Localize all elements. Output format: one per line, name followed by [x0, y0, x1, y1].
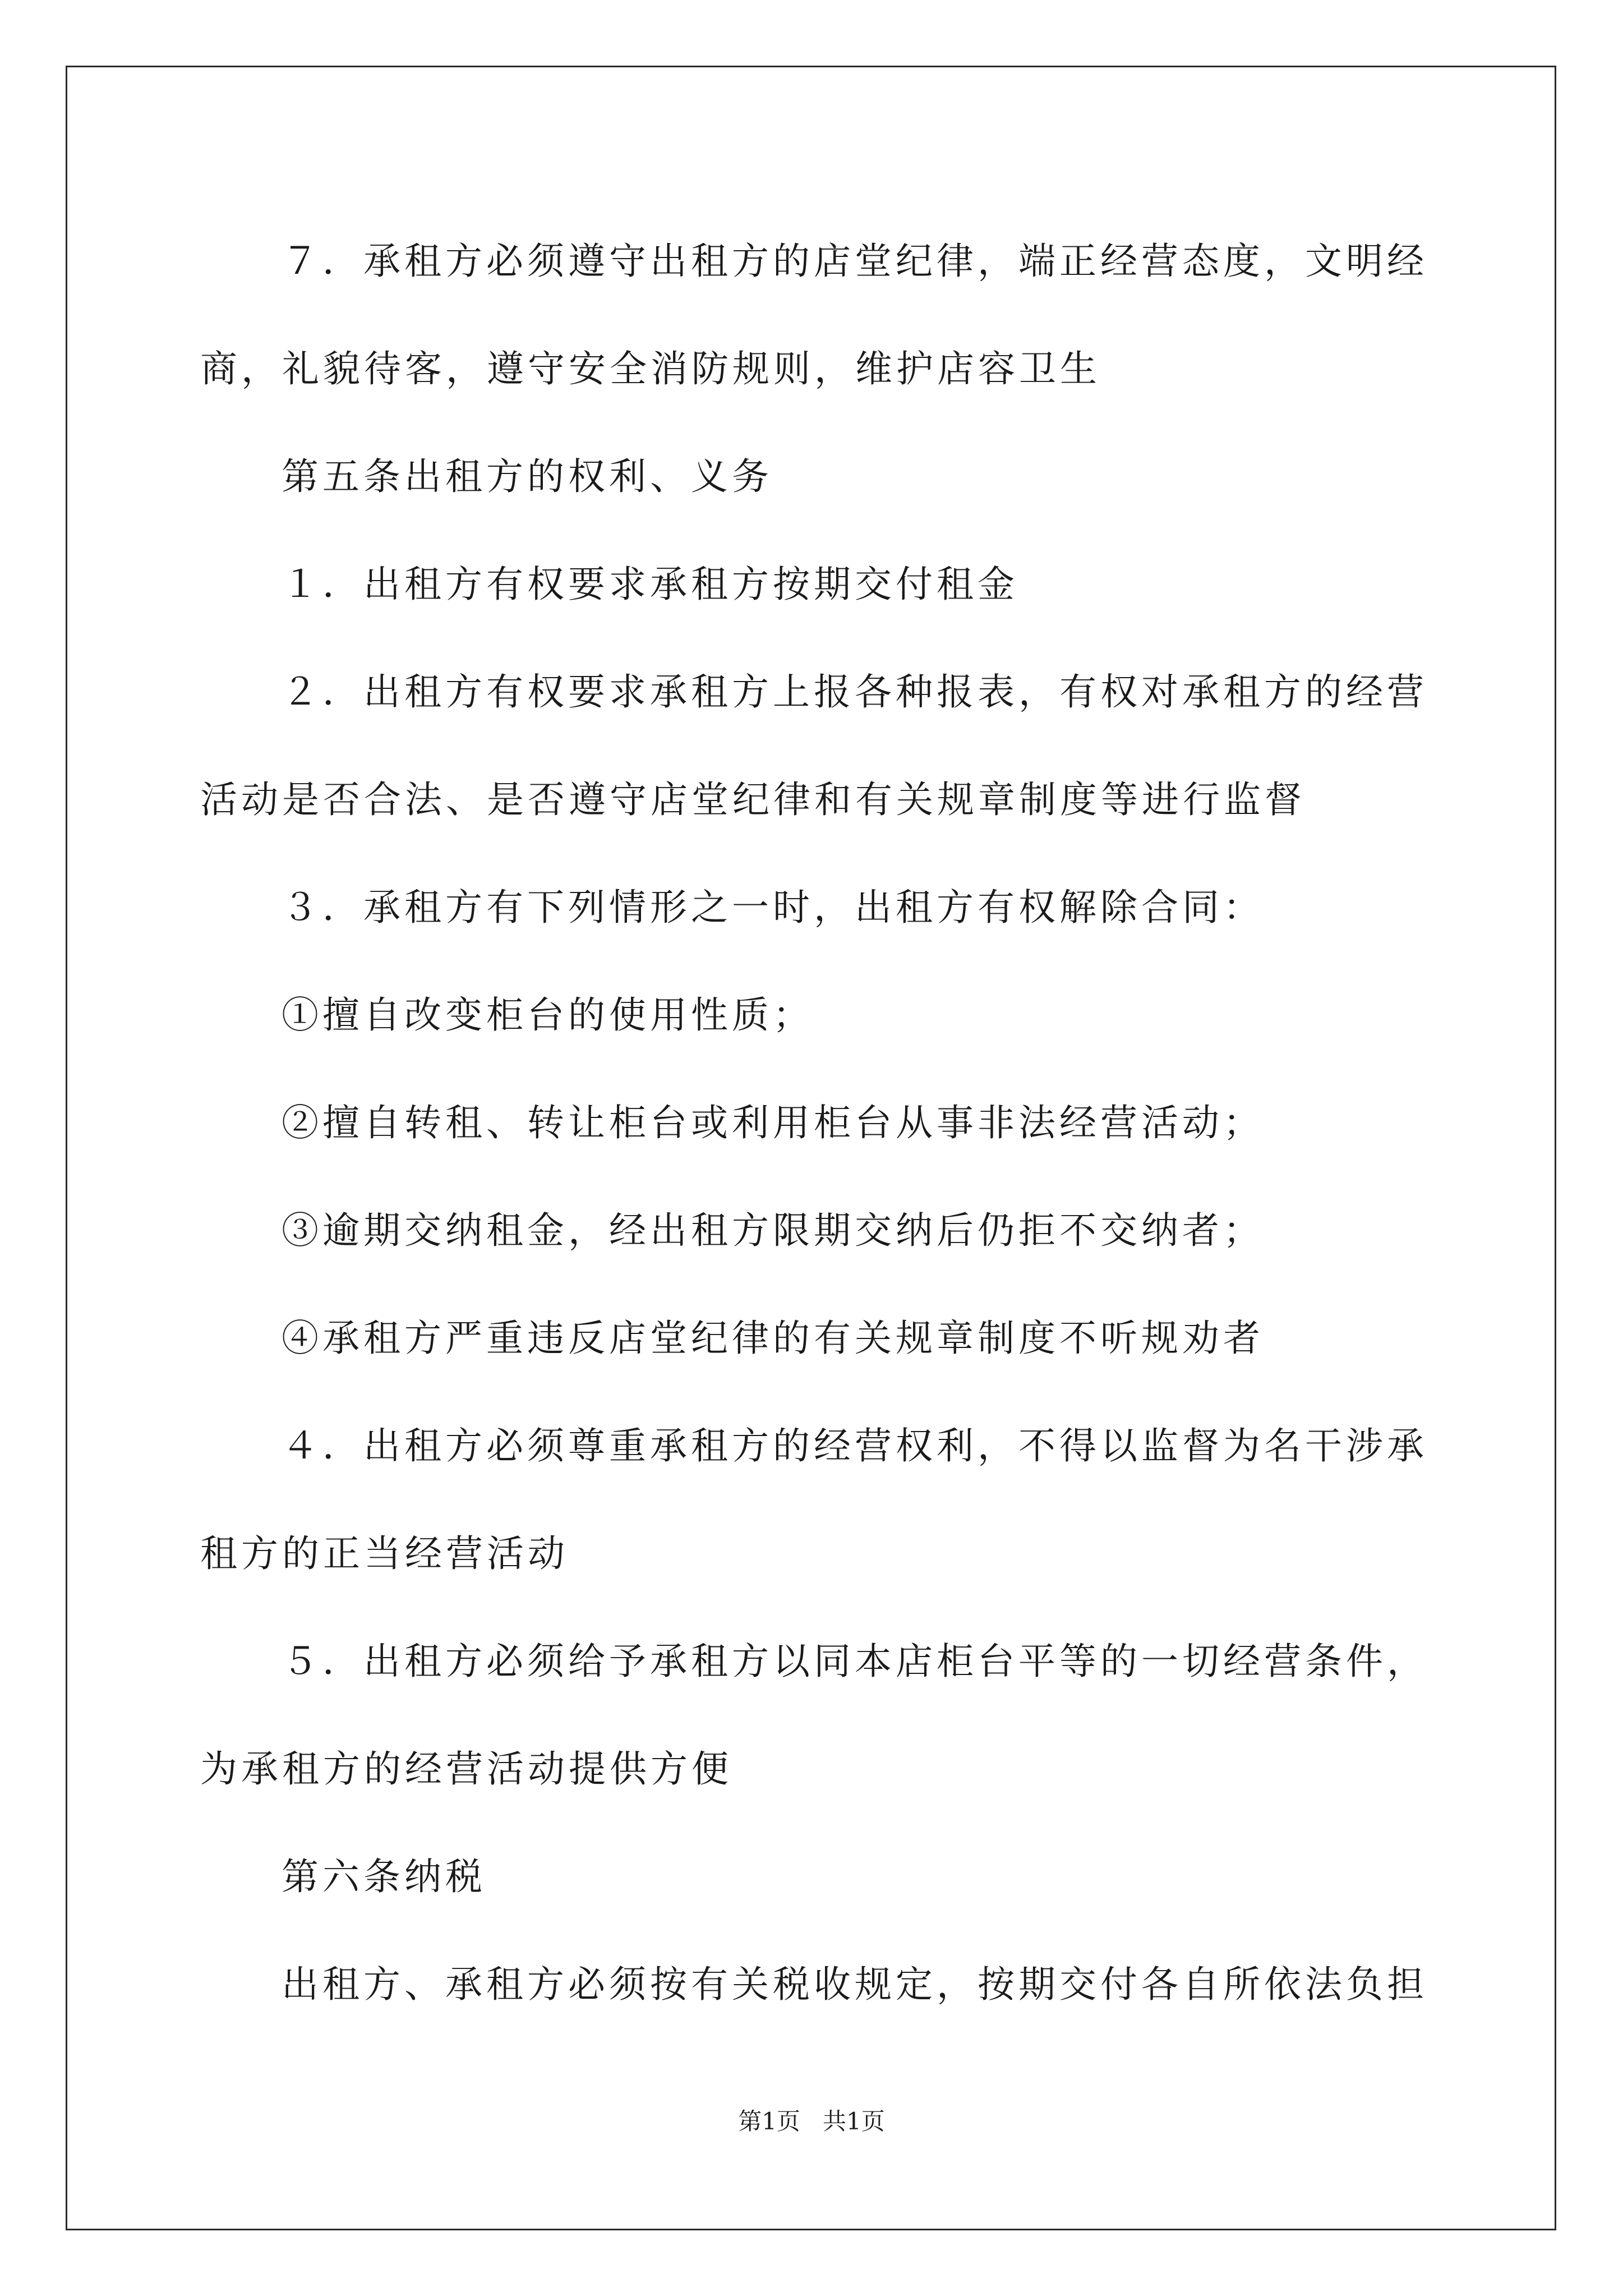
paragraph-line: 租方的正当经营活动: [200, 1532, 569, 1575]
paragraph-line: 商，礼貌待客，遵守安全消防规则，维护店容卫生: [200, 347, 1101, 390]
paragraph-line: 为承租方的经营活动提供方便: [200, 1747, 732, 1791]
list-item: ②擅自转租、转让柜台或利用柜台从事非法经营活动；: [282, 1101, 1264, 1144]
paragraph-line: １．出租方有权要求承租方按期交付租金: [282, 563, 1018, 606]
section-heading: 第五条出租方的权利、义务: [282, 455, 773, 498]
list-item: ③逾期交纳租金，经出租方限期交纳后仍拒不交纳者；: [282, 1209, 1264, 1252]
list-item: ①擅自改变柜台的使用性质；: [282, 993, 814, 1037]
paragraph-line: ３．承租方有下列情形之一时，出租方有权解除合同：: [282, 886, 1264, 929]
paragraph-line: 出租方、承租方必须按有关税收规定，按期交付各自所依法负担: [282, 1963, 1428, 2006]
paragraph-line: ７．承租方必须遵守出租方的店堂纪律，端正经营态度，文明经: [282, 240, 1428, 283]
paragraph-line: 活动是否合法、是否遵守店堂纪律和有关规章制度等进行监督: [200, 778, 1306, 821]
list-item: ④承租方严重违反店堂纪律的有关规章制度不听规劝者: [282, 1317, 1264, 1360]
paragraph-line: ４．出租方必须尊重承租方的经营权利，不得以监督为名干涉承: [282, 1424, 1428, 1467]
paragraph-line: ５．出租方必须给予承租方以同本店柜台平等的一切经营条件，: [282, 1640, 1428, 1683]
section-heading: 第六条纳税: [282, 1855, 486, 1898]
paragraph-line: ２．出租方有权要求承租方上报各种报表，有权对承租方的经营: [282, 670, 1428, 714]
page-footer: 第1页 共1页: [738, 2108, 885, 2135]
document-body: [200, 208, 1434, 2039]
